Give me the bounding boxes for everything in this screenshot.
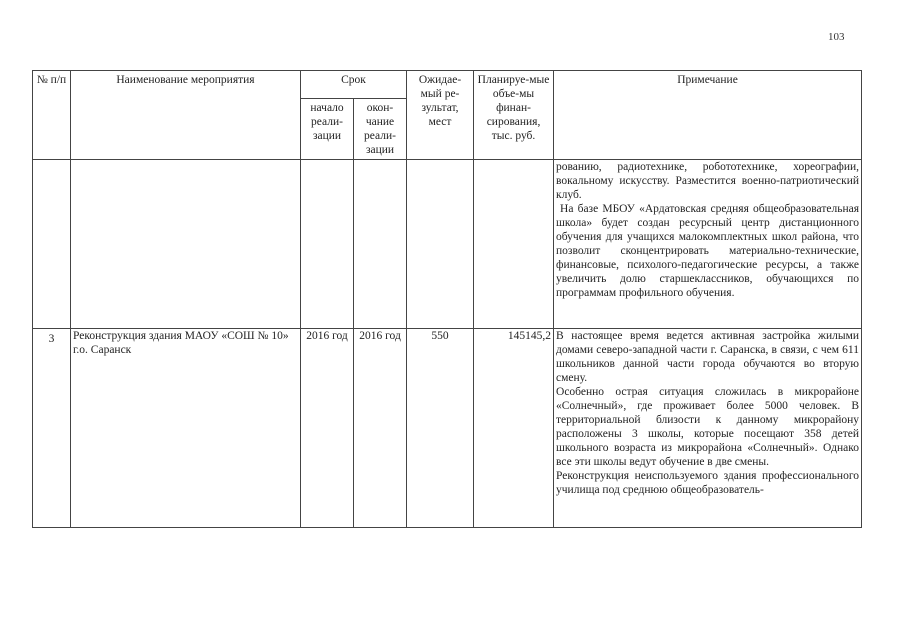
header-name: Наименование мероприятия	[71, 71, 301, 160]
header-num: № п/п	[33, 71, 71, 160]
row-end	[354, 159, 407, 328]
row-expected	[407, 159, 474, 328]
row-num	[33, 159, 71, 328]
row-planned	[474, 159, 554, 328]
header-expected: Ожидае-мый ре-зультат, мест	[407, 71, 474, 160]
header-row	[33, 71, 862, 99]
row-planned: 145145,2	[474, 328, 554, 527]
table-row	[33, 159, 862, 328]
note-paragraph: рованию, радиотехнике, робототехнике, хореографии, вокальному искусству. Разместится военно-патриотический клуб.	[556, 160, 860, 201]
note-paragraph: В настоящее время ведется активная застройка жилыми домами северо-западной части г. Саранска, в связи, с чем 611 школьников данной части города обучаются во вторую смену.	[556, 329, 860, 384]
row-name: Реконструкция здания МАОУ «СОШ № 10» г.о. Саранск	[71, 328, 301, 527]
activities-table	[32, 70, 862, 528]
row-name	[71, 159, 301, 328]
row-note	[554, 328, 862, 527]
note-paragraph: Реконструкция неиспользуемого здания профессионального училища под среднюю общеобразователь-	[556, 469, 860, 496]
header-planned: Планируе-мые объе-мы финан-сирования, тыс. руб.	[474, 71, 554, 160]
row-num: 3	[33, 328, 71, 527]
header-term-start: начало реали-зации	[301, 99, 354, 159]
note-paragraph: На базе МБОУ «Ардатовская средняя общеобразовательная школа» будет создан ресурсный центр дистанционного обучения для учащихся малокомплектных школ района, что позволит сконцентрировать материально-технические, финансовые, психолого-педагогические ресурсы, а также увеличить долю старшеклассников, обучающихся по программам профильного обучения.	[556, 202, 860, 299]
row-end: 2016 год	[354, 328, 407, 527]
table-row	[33, 328, 862, 527]
row-start: 2016 год	[301, 328, 354, 527]
row-note	[554, 159, 862, 328]
page-number: 103	[828, 31, 845, 43]
note-paragraph: Особенно острая ситуация сложилась в микрорайоне «Солнечный», где проживает более 5000 человек. В территориальной близости к данному микрорайону расположены 3 школы, которые посещают 358 детей школьного возраста из микрорайона «Солнечный». Однако все эти школы ведут обучение в две смены.	[556, 385, 860, 468]
row-start	[301, 159, 354, 328]
header-term-end: окон-чание реали-зации	[354, 99, 407, 159]
header-note: Примечание	[554, 71, 862, 160]
row-expected: 550	[407, 328, 474, 527]
header-term: Срок	[301, 71, 407, 99]
